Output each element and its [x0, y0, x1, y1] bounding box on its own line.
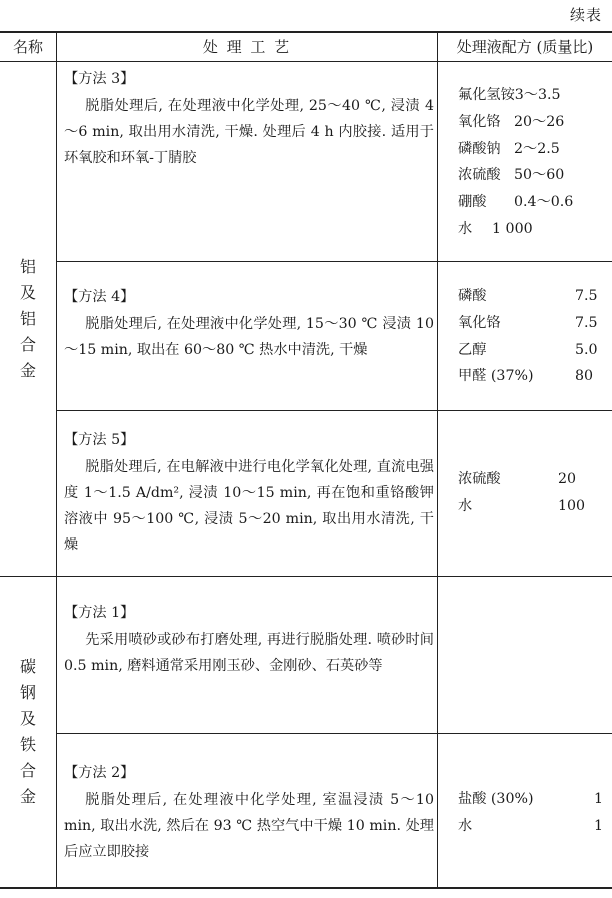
- formula-name: 氟化氢铵: [458, 87, 515, 103]
- row-divider: [56, 733, 612, 734]
- column-divider-left: [56, 31, 57, 889]
- formula-value: 80: [575, 368, 594, 385]
- formula-value: 1: [594, 817, 604, 834]
- category-aluminum: [0, 62, 56, 576]
- formula-item: [458, 162, 603, 189]
- formula-name: 浓硫酸: [458, 471, 501, 487]
- formula-name: 乙醇: [458, 341, 487, 358]
- formula-name: 水: [458, 817, 473, 834]
- continued-label: 续表: [569, 6, 602, 24]
- header-name: 名称: [12, 38, 43, 56]
- category-char: 合: [19, 335, 36, 354]
- method-cell: [64, 600, 434, 679]
- formula-value: 5.0: [575, 341, 598, 358]
- formula-name: 氧化铬: [458, 314, 501, 331]
- method-cell: [64, 284, 434, 363]
- category-char: 及: [19, 283, 36, 302]
- formula-item: [458, 216, 603, 243]
- formula-cell: [458, 466, 603, 520]
- formula-item: [458, 466, 603, 493]
- table-bottom-border: [0, 887, 612, 889]
- formula-name: 浓硫酸: [458, 167, 501, 184]
- formula-value: 7.5: [575, 314, 598, 331]
- formula-name: 甲醛 (37%): [458, 368, 534, 385]
- method-description: 脱脂处理后, 在处理液中化学处理, 室温浸渍 5～10 min, 取出水洗, 然后在 93 ℃ 热空气中干燥 10 min. 处理后应立即胶接: [64, 792, 434, 860]
- category-char: 钢: [19, 683, 36, 702]
- method-description: 脱脂处理后, 在电解液中进行电化学氧化处理, 直流电强度 1～1.5 A/dm², 浸渍 10～15 min, 再在饱和重铬酸钾溶液中 95～100 ℃, 浸渍 5～20 min, 取出用水清洗, 干燥: [64, 459, 434, 553]
- category-char: 金: [19, 361, 36, 380]
- formula-name: 水: [458, 220, 473, 237]
- formula-value: 2～2.5: [514, 140, 560, 157]
- row-divider: [56, 261, 612, 262]
- formula-value: 3～3.5: [514, 87, 561, 103]
- formula-item: [458, 310, 603, 337]
- formula-item: [458, 82, 603, 109]
- category-char: 合: [19, 761, 36, 780]
- formula-value: 20: [558, 471, 577, 487]
- formula-item: [458, 136, 603, 163]
- formula-item: [458, 493, 603, 520]
- formula-item: [458, 109, 603, 136]
- category-char: 铁: [19, 735, 36, 754]
- formula-value: 100: [558, 497, 586, 514]
- formula-value: 1 000: [492, 220, 533, 237]
- formula-name: 磷酸: [458, 288, 487, 304]
- formula-name: 磷酸钠: [458, 140, 501, 157]
- method-title: 【方法 1】: [64, 605, 135, 621]
- formula-item: [458, 786, 603, 813]
- formula-name: 硼酸: [458, 194, 487, 211]
- method-cell: [64, 427, 434, 558]
- formula-name: 氧化铬: [458, 113, 501, 130]
- formula-name: 水: [458, 497, 473, 514]
- formula-cell: [458, 786, 603, 840]
- method-title: 【方法 5】: [64, 432, 135, 448]
- formula-item: [458, 189, 603, 216]
- method-title: 【方法 3】: [64, 71, 135, 87]
- formula-value: 50～60: [514, 167, 565, 184]
- row-divider: [56, 410, 612, 411]
- category-char: 及: [19, 709, 36, 728]
- method-description: 脱脂处理后, 在处理液中化学处理, 25～40 ℃, 浸渍 4～6 min, 取出用水清洗, 干燥. 处理后 4 h 内胶接. 适用于环氧胶和环氧-丁腈胶: [64, 98, 434, 166]
- formula-value: 7.5: [575, 288, 598, 304]
- method-description: 先采用喷砂或砂布打磨处理, 再进行脱脂处理. 喷砂时间 0.5 min, 磨料通常采用刚玉砂、金刚砂、石英砂等: [64, 632, 434, 674]
- formula-item: [458, 283, 603, 310]
- method-description: 脱脂处理后, 在处理液中化学处理, 15～30 ℃ 浸渍 10～15 min, 取出在 60～80 ℃ 热水中清洗, 干燥: [64, 316, 434, 358]
- category-char: 铝: [19, 309, 36, 328]
- column-divider-right: [437, 31, 438, 889]
- formula-value: 1: [594, 791, 604, 807]
- method-title: 【方法 2】: [64, 765, 135, 781]
- category-char: 碳: [19, 657, 36, 676]
- method-title: 【方法 4】: [64, 289, 135, 305]
- header-formula: 处理液配方 (质量比): [456, 38, 594, 56]
- formula-name: 盐酸 (30%): [458, 791, 534, 807]
- category-char: 铝: [19, 257, 36, 276]
- formula-item: [458, 813, 603, 840]
- method-cell: [64, 66, 434, 171]
- method-cell: [64, 760, 434, 865]
- header-process: 处 理 工 艺: [202, 38, 292, 56]
- formula-cell: [458, 283, 603, 390]
- formula-cell: [458, 82, 603, 243]
- category-carbon-steel: [0, 577, 56, 887]
- header-bottom-border: [0, 61, 612, 62]
- formula-value: 0.4～0.6: [514, 194, 574, 211]
- formula-item: [458, 363, 603, 390]
- category-char: 金: [19, 787, 36, 806]
- formula-value: 20～26: [514, 113, 565, 130]
- formula-item: [458, 337, 603, 364]
- category-divider: [0, 576, 612, 577]
